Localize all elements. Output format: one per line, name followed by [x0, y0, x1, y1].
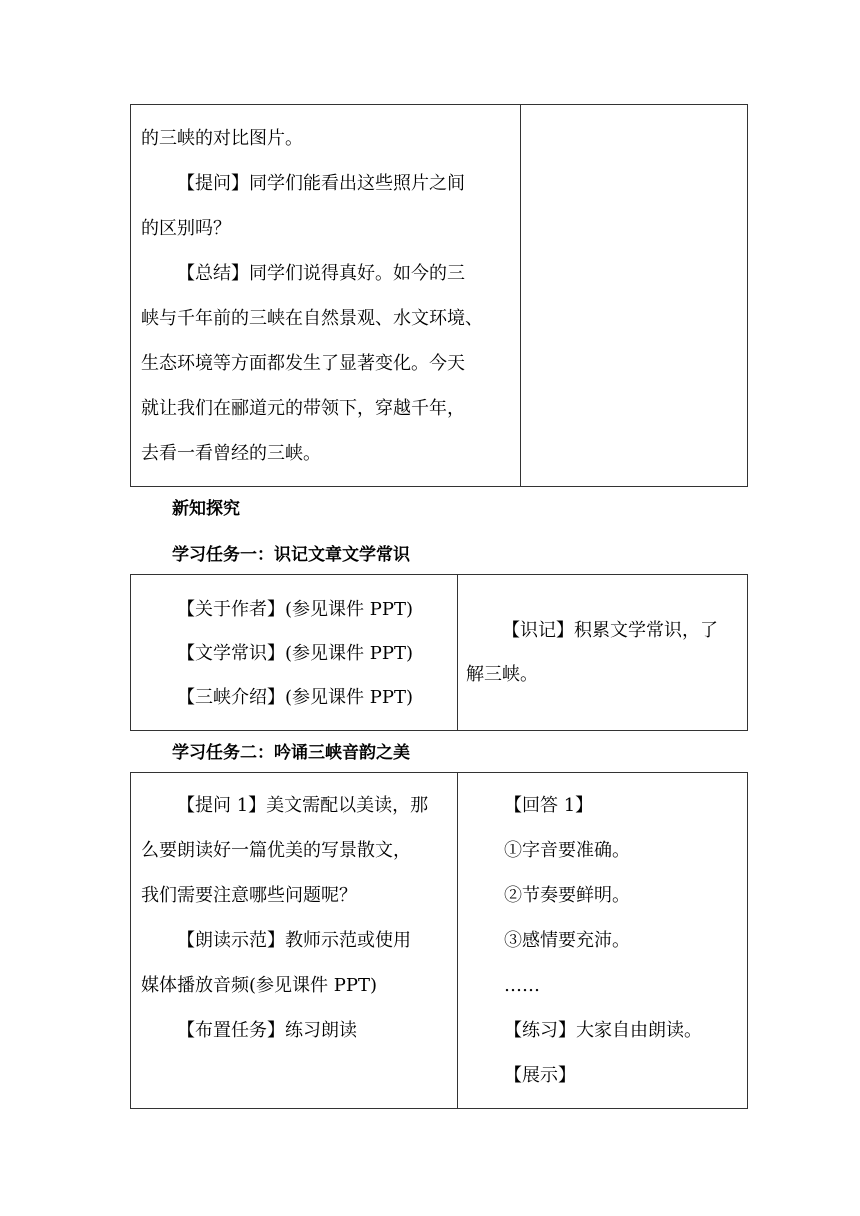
text-line: 媒体播放音频(参见课件 PPT) — [141, 975, 377, 996]
text-line: 就让我们在郦道元的带领下，穿越千年， — [141, 398, 465, 419]
text-line: 么要朗读好一篇优美的写景散文， — [141, 840, 411, 861]
text-line: 的三峡的对比图片。 — [141, 128, 303, 149]
text-line: 【识记】积累文学常识，了 — [502, 619, 718, 641]
lesson-table-task2 — [130, 772, 748, 1109]
text-line: 【朗读示范】教师示范或使用 — [177, 930, 411, 951]
text-line: 解三峡。 — [466, 663, 538, 685]
task2-left-cell — [131, 773, 458, 1109]
intro-right-cell — [521, 105, 748, 487]
text-line: 【练习】大家自由朗读。 — [504, 1020, 702, 1041]
task1-right-cell — [458, 575, 748, 731]
lesson-table-intro — [130, 104, 748, 487]
text-line: ②节奏要鲜明。 — [504, 885, 630, 906]
text-line: ①字音要准确。 — [504, 840, 630, 861]
intro-left-cell — [131, 105, 521, 487]
text-line: …… — [504, 975, 540, 996]
task1-heading: 学习任务一：识记文章文学常识 — [172, 545, 410, 565]
text-line: 生态环境等方面都发生了显著变化。今天 — [141, 353, 465, 374]
text-line: 【提问】同学们能看出这些照片之间 — [177, 173, 465, 194]
section-heading-new-knowledge: 新知探究 — [172, 499, 240, 519]
text-line: 【总结】同学们说得真好。如今的三 — [177, 263, 465, 284]
task2-heading: 学习任务二：吟诵三峡音韵之美 — [172, 743, 410, 763]
lesson-table-task1 — [130, 574, 748, 731]
text-line: 的区别吗？ — [141, 218, 231, 239]
task2-right-cell — [458, 773, 748, 1109]
text-line: 【回答 1】 — [504, 795, 594, 816]
text-line: 峡与千年前的三峡在自然景观、水文环境、 — [141, 308, 483, 329]
task1-left-cell — [131, 575, 458, 731]
text-line: 【展示】 — [504, 1065, 576, 1086]
text-line: ③感情要充沛。 — [504, 930, 630, 951]
text-line: 【提问 1】美文需配以美读，那 — [177, 795, 429, 816]
text-line: 【三峡介绍】(参见课件 PPT) — [177, 687, 413, 708]
text-line: 去看一看曾经的三峡。 — [141, 443, 321, 464]
text-line: 【关于作者】(参见课件 PPT) — [177, 599, 413, 620]
text-line: 【布置任务】练习朗读 — [177, 1020, 357, 1041]
text-line: 【文学常识】(参见课件 PPT) — [177, 643, 413, 664]
text-line: 我们需要注意哪些问题呢？ — [141, 885, 357, 906]
